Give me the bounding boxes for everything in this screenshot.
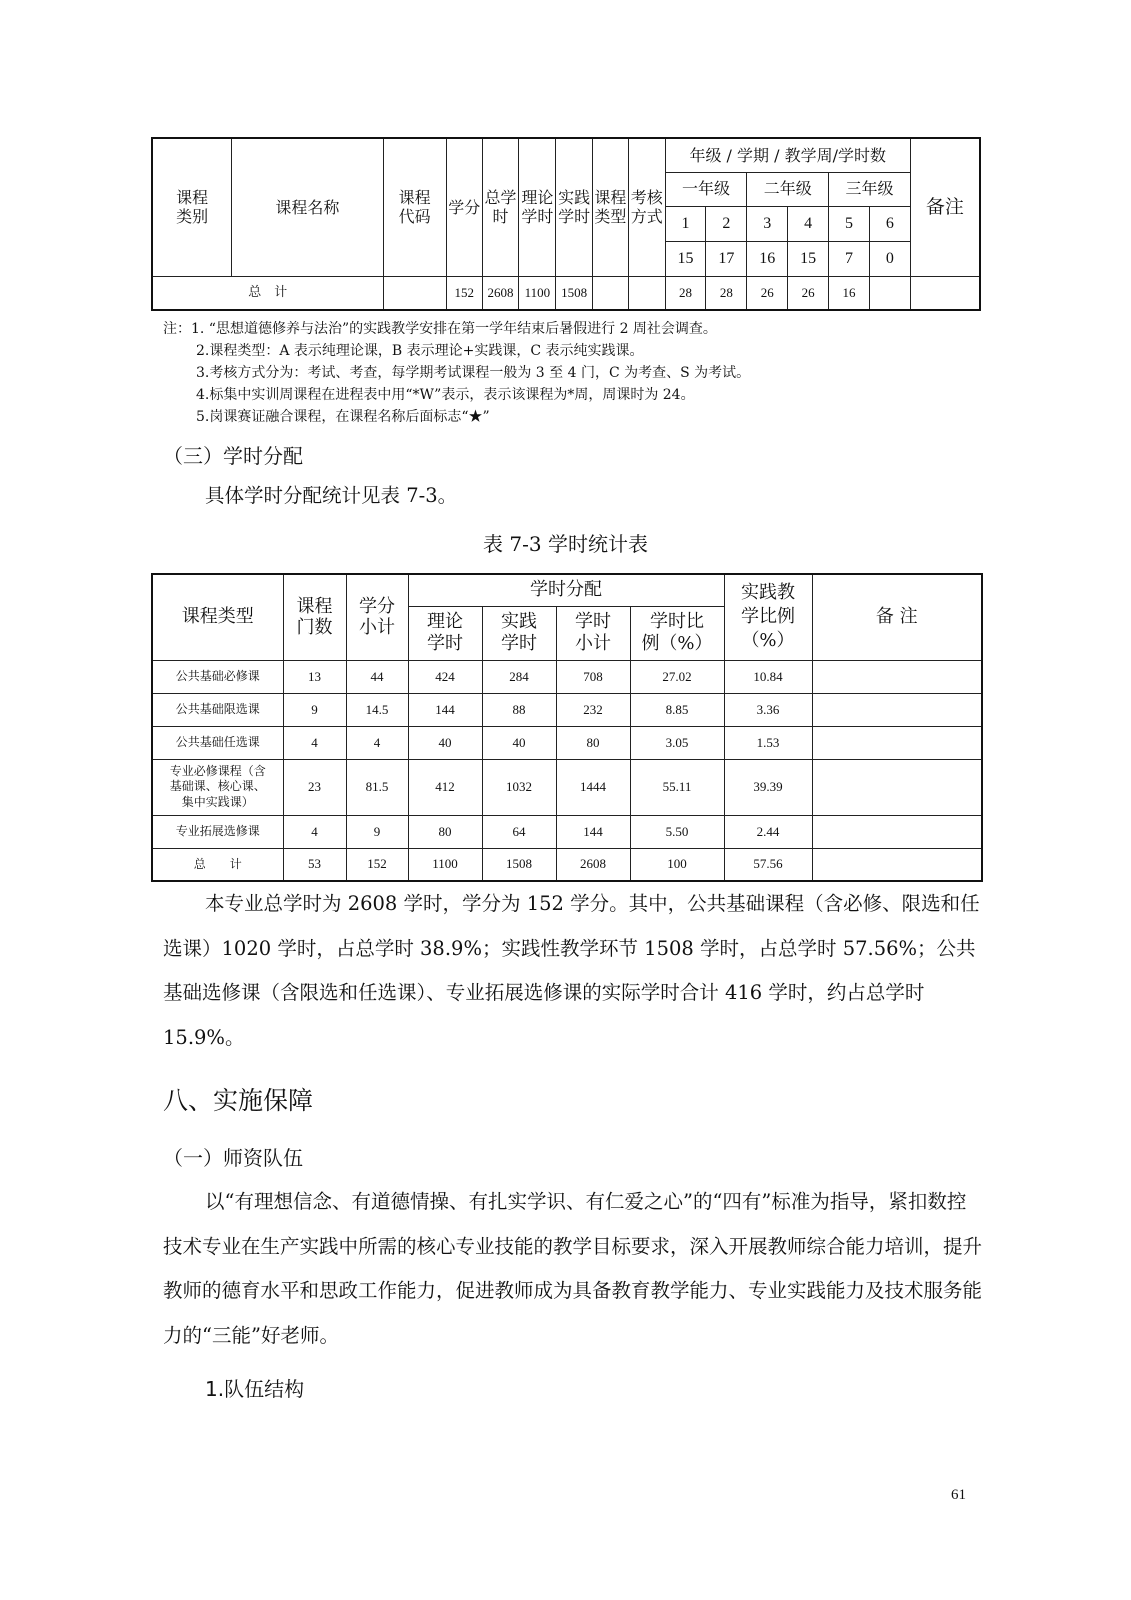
total-label: 总 计 bbox=[152, 276, 383, 310]
weeks-6: 0 bbox=[869, 241, 910, 276]
note-3: 3.考核方式分为：考试、考查，每学期考试课程一般为 3 至 4 门，C 为考查、S 为考试。 bbox=[196, 365, 751, 381]
row-count: 4 bbox=[283, 726, 346, 759]
total-credit: 152 bbox=[446, 276, 482, 310]
total-sem-1: 28 bbox=[665, 276, 706, 310]
row-practice-ratio: 1.53 bbox=[724, 726, 812, 759]
row-credit: 44 bbox=[346, 660, 408, 693]
row-practice: 64 bbox=[482, 815, 556, 848]
row-practice: 88 bbox=[482, 693, 556, 726]
row-ratio: 27.02 bbox=[630, 660, 724, 693]
row-count: 4 bbox=[283, 815, 346, 848]
h-credit-subtotal: 学分 小计 bbox=[346, 574, 408, 660]
row-count: 23 bbox=[283, 759, 346, 815]
semester-1: 1 bbox=[665, 206, 706, 241]
row-credit: 81.5 bbox=[346, 759, 408, 815]
total-sem-2: 28 bbox=[706, 276, 747, 310]
summary-text: 本专业总学时为 2608 学时，学分为 152 学分。其中，公共基础课程（含必修、限选和任选课）1020 学时，占总学时 38.9%；实践性教学环节 1508 学时，占总学时 57.56%；公共基础选修课（含限选和任选课）、专业拓展选修课的实际学时合计 416 学时，约占总学时 15.9%。 bbox=[163, 892, 980, 1049]
h-practice-hours: 实践 学时 bbox=[482, 606, 556, 660]
row-subtotal: 232 bbox=[556, 693, 630, 726]
semester-6: 6 bbox=[869, 206, 910, 241]
section-3-text-block bbox=[163, 474, 983, 519]
note-4: 4.标集中实训周课程在进程表中用“*W”表示，表示该课程为*周，周课时为 24。 bbox=[196, 387, 695, 403]
row-theory: 412 bbox=[408, 759, 482, 815]
row-practice-ratio: 57.56 bbox=[724, 848, 812, 881]
total-hours: 2608 bbox=[482, 276, 519, 310]
row-practice-ratio: 10.84 bbox=[724, 660, 812, 693]
table-row bbox=[152, 660, 982, 693]
row-remark bbox=[812, 759, 982, 815]
row-theory: 40 bbox=[408, 726, 482, 759]
note-2: 2.课程类型：A 表示纯理论课，B 表示理论+实践课，C 表示纯实践课。 bbox=[196, 343, 644, 359]
row-count: 53 bbox=[283, 848, 346, 881]
row-remark bbox=[812, 848, 982, 881]
row-theory: 1100 bbox=[408, 848, 482, 881]
row-practice-ratio: 2.44 bbox=[724, 815, 812, 848]
row-practice-ratio: 3.36 bbox=[724, 693, 812, 726]
header-course-name: 课程名称 bbox=[232, 138, 383, 276]
total-sem-4: 26 bbox=[788, 276, 829, 310]
h-course-count: 课程 门数 bbox=[283, 574, 346, 660]
header-category: 课程 类别 bbox=[152, 138, 232, 276]
weeks-1: 15 bbox=[665, 241, 706, 276]
weeks-4: 15 bbox=[788, 241, 829, 276]
row-remark bbox=[812, 693, 982, 726]
h-remark: 备 注 bbox=[812, 574, 982, 660]
table-row bbox=[152, 815, 982, 848]
h-practice-ratio: 实践教 学比例 （%） bbox=[724, 574, 812, 660]
h-hours-subtotal: 学时 小计 bbox=[556, 606, 630, 660]
table-2-caption: 表 7-3 学时统计表 bbox=[483, 532, 648, 556]
row-subtotal: 708 bbox=[556, 660, 630, 693]
table-row-total bbox=[152, 848, 982, 881]
header-practice-hours: 实践 学时 bbox=[556, 138, 593, 276]
hours-statistics-table bbox=[151, 573, 983, 882]
section-1-title: （一）师资队伍 bbox=[163, 1146, 303, 1170]
total-sem-6 bbox=[869, 276, 910, 310]
row-ratio: 100 bbox=[630, 848, 724, 881]
total-sem-5: 16 bbox=[829, 276, 870, 310]
row-practice: 284 bbox=[482, 660, 556, 693]
total-theory: 1100 bbox=[519, 276, 556, 310]
table-row-total bbox=[152, 276, 980, 310]
row-type: 专业拓展选修课 bbox=[152, 815, 283, 848]
row-ratio: 55.11 bbox=[630, 759, 724, 815]
row-ratio: 8.85 bbox=[630, 693, 724, 726]
row-practice-ratio: 39.39 bbox=[724, 759, 812, 815]
row-remark bbox=[812, 726, 982, 759]
total-code bbox=[383, 276, 446, 310]
row-remark bbox=[812, 815, 982, 848]
header-schedule: 年级 / 学期 / 教学周/学时数 bbox=[665, 138, 910, 172]
page-number: 61 bbox=[951, 1487, 966, 1503]
h-hours-allocation: 学时分配 bbox=[408, 574, 724, 606]
row-theory: 424 bbox=[408, 660, 482, 693]
header-course-type: 课程 类型 bbox=[593, 138, 629, 276]
total-remark bbox=[910, 276, 980, 310]
row-type: 专业必修课程（含 基础课、核心课、 集中实践课） bbox=[152, 759, 283, 815]
header-theory-hours: 理论 学时 bbox=[519, 138, 556, 276]
row-subtotal: 80 bbox=[556, 726, 630, 759]
row-theory: 144 bbox=[408, 693, 482, 726]
header-year1: 一年级 bbox=[665, 172, 747, 206]
weeks-2: 17 bbox=[706, 241, 747, 276]
total-assess bbox=[628, 276, 665, 310]
row-theory: 80 bbox=[408, 815, 482, 848]
header-remark: 备注 bbox=[910, 138, 980, 276]
semester-3: 3 bbox=[747, 206, 788, 241]
row-type: 公共基础必修课 bbox=[152, 660, 283, 693]
semester-2: 2 bbox=[706, 206, 747, 241]
header-year2: 二年级 bbox=[747, 172, 829, 206]
note-5: 5.岗课赛证融合课程，在课程名称后面标志“★” bbox=[196, 409, 490, 425]
row-practice: 1032 bbox=[482, 759, 556, 815]
chapter-8-title: 八、实施保障 bbox=[163, 1086, 314, 1115]
subsection-1-title: 1.队伍结构 bbox=[205, 1377, 305, 1401]
row-type: 公共基础限选课 bbox=[152, 693, 283, 726]
course-schedule-table bbox=[151, 137, 981, 311]
note-1: 注：1. “思想道德修养与法治”的实践教学安排在第一学年结束后暑假进行 2 周社会调查。 bbox=[163, 321, 717, 337]
header-total-hours: 总学 时 bbox=[482, 138, 519, 276]
weeks-3: 16 bbox=[747, 241, 788, 276]
row-type: 公共基础任选课 bbox=[152, 726, 283, 759]
total-practice: 1508 bbox=[556, 276, 593, 310]
weeks-5: 7 bbox=[829, 241, 870, 276]
semester-4: 4 bbox=[788, 206, 829, 241]
row-count: 13 bbox=[283, 660, 346, 693]
header-assess: 考核 方式 bbox=[628, 138, 665, 276]
row-subtotal: 2608 bbox=[556, 848, 630, 881]
h-course-type: 课程类型 bbox=[152, 574, 283, 660]
header-course-code: 课程 代码 bbox=[383, 138, 446, 276]
summary-block bbox=[163, 882, 983, 1060]
row-remark bbox=[812, 660, 982, 693]
semester-5: 5 bbox=[829, 206, 870, 241]
section-1-block bbox=[163, 1180, 983, 1358]
section-3-title: （三）学时分配 bbox=[163, 444, 303, 468]
row-credit: 152 bbox=[346, 848, 408, 881]
row-count: 9 bbox=[283, 693, 346, 726]
table-notes bbox=[163, 318, 750, 428]
row-type: 总 计 bbox=[152, 848, 283, 881]
table-row bbox=[152, 726, 982, 759]
header-year3: 三年级 bbox=[829, 172, 911, 206]
header-credit: 学分 bbox=[446, 138, 482, 276]
table-row bbox=[152, 759, 982, 815]
h-hours-ratio: 学时比 例（%） bbox=[630, 606, 724, 660]
row-subtotal: 144 bbox=[556, 815, 630, 848]
row-practice: 1508 bbox=[482, 848, 556, 881]
section-1-text: 以“有理想信念、有道德情操、有扎实学识、有仁爱之心”的“四有”标准为指导，紧扣数控技术专业在生产实践中所需的核心专业技能的教学目标要求，深入开展教师综合能力培训，提升教师的德育水平和思政工作能力，促进教师成为具备教育教学能力、专业实践能力及技术服务能力的“三能”好老师。 bbox=[163, 1190, 983, 1347]
row-credit: 9 bbox=[346, 815, 408, 848]
section-3-text: 具体学时分配统计见表 7-3。 bbox=[205, 484, 458, 507]
row-ratio: 5.50 bbox=[630, 815, 724, 848]
total-sem-3: 26 bbox=[747, 276, 788, 310]
row-credit: 4 bbox=[346, 726, 408, 759]
row-subtotal: 1444 bbox=[556, 759, 630, 815]
table-row bbox=[152, 693, 982, 726]
row-ratio: 3.05 bbox=[630, 726, 724, 759]
total-type bbox=[593, 276, 629, 310]
row-practice: 40 bbox=[482, 726, 556, 759]
h-theory-hours: 理论 学时 bbox=[408, 606, 482, 660]
row-credit: 14.5 bbox=[346, 693, 408, 726]
